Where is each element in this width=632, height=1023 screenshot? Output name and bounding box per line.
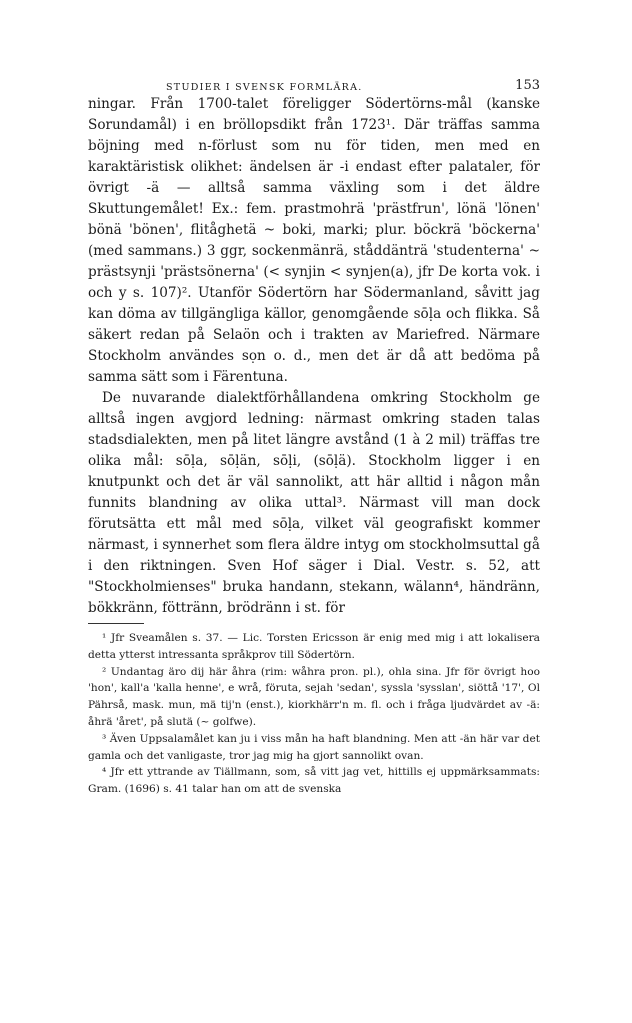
footnote-3: ³ Även Uppsalamålet kan ju i viss mån ha haft blandning. Men att -än här var det gamla och det vanligaste, tror jag mig ha gjort sannolikt ovan. xyxy=(88,732,540,762)
footnotes xyxy=(88,630,540,798)
footnote-2: ² Undantag äro dij här åhra (rim: wåhra pron. pl.), ohla sina. Jfr för övrigt hoo 'hon', kall'a 'kalla henne', e wrå, föruta, sejah 'sedan', syssla 'sysslan', siöttå '17', Ol Pährså, mask. mun, mä tij'n (enst.), kiorkhärr'n m. fl. och i fråga ljudvärdet av -ä: åhrä 'året', på slutä (~ golfwe). xyxy=(88,665,540,728)
footnote-rule xyxy=(88,623,144,624)
footnote-1: ¹ Jfr Sveamålen s. 37. — Lic. Torsten Ericsson är enig med mig i att lokalisera detta ytterst intressanta språkprov till Södertörn. xyxy=(88,632,540,661)
page-header xyxy=(88,70,540,94)
body-text xyxy=(88,94,540,619)
paragraph-1: ningar. Från 1700-talet föreligger Södertörns-mål (kanske Sorundamål) i en bröllopsdikt från 1723¹. Där träffas samma böjning med n-förlust som nu för tiden, men med en karaktäristisk olikhet: ändelsen är -i endast efter palataler, för övrigt -ä — alltså samma växling som i det äldre Skuttungemålet! Ex.: fem. prastmohrä 'prästfrun', lönä 'lönen' bönä 'bönen', flitåghetä ~ boki, marki; plur. böckrä 'böckerna' (med sammans.) 3 ggr, sockenmänrä, ståddänträ 'studenterna' ~ prästsynji 'prästsönerna' (< synjin < synjen(a), jfr De korta vok. i och y s. 107)². Utanför Södertörn har Södermanland, såvitt jag kan döma av tillgängliga källor, genomgående sōḷa och flikka. Så säkert redan på Selaön och i trakten av Mariefred. Närmare Stockholm användes sọn o. d., men det är då att bedöma på samma sätt som i Färentuna. xyxy=(88,96,540,385)
footnote-4: ⁴ Jfr ett yttrande av Tiällmann, som, så vitt jag vet, hittills ej uppmärksammats: Gram. (1696) s. 41 talar han om att de svenska xyxy=(88,766,540,796)
book-page xyxy=(88,70,540,798)
paragraph-2: De nuvarande dialektförhållandena omkring Stockholm ge alltså ingen avgjord ledning: närmast omkring staden talas stadsdialekten, men på litet längre avstånd (1 à 2 mil) träffas tre olika mål: sōḷa, sōḷän, sōḷi, (sōḷä). Stockholm ligger i en knutpunkt och det är väl sannolikt, att här alltid i någon mån funnits blandning av olika uttal³. Närmast vill man dock förutsätta ett mål med sōḷa, vilket väl geografiskt kommer närmast, i synnerhet som flera äldre intyg om stockholmsuttal gå i den riktningen. Sven Hof säger i Dial. Vestr. s. 52, att "Stockholmienses" bruka handann, stekann, wälann⁴, händränn, bökkränn, föttränn, brödränn i st. för xyxy=(88,390,540,616)
running-head: STUDIER I SVENSK FORMLÄRA. xyxy=(166,82,363,93)
page-number: 153 xyxy=(515,78,540,93)
